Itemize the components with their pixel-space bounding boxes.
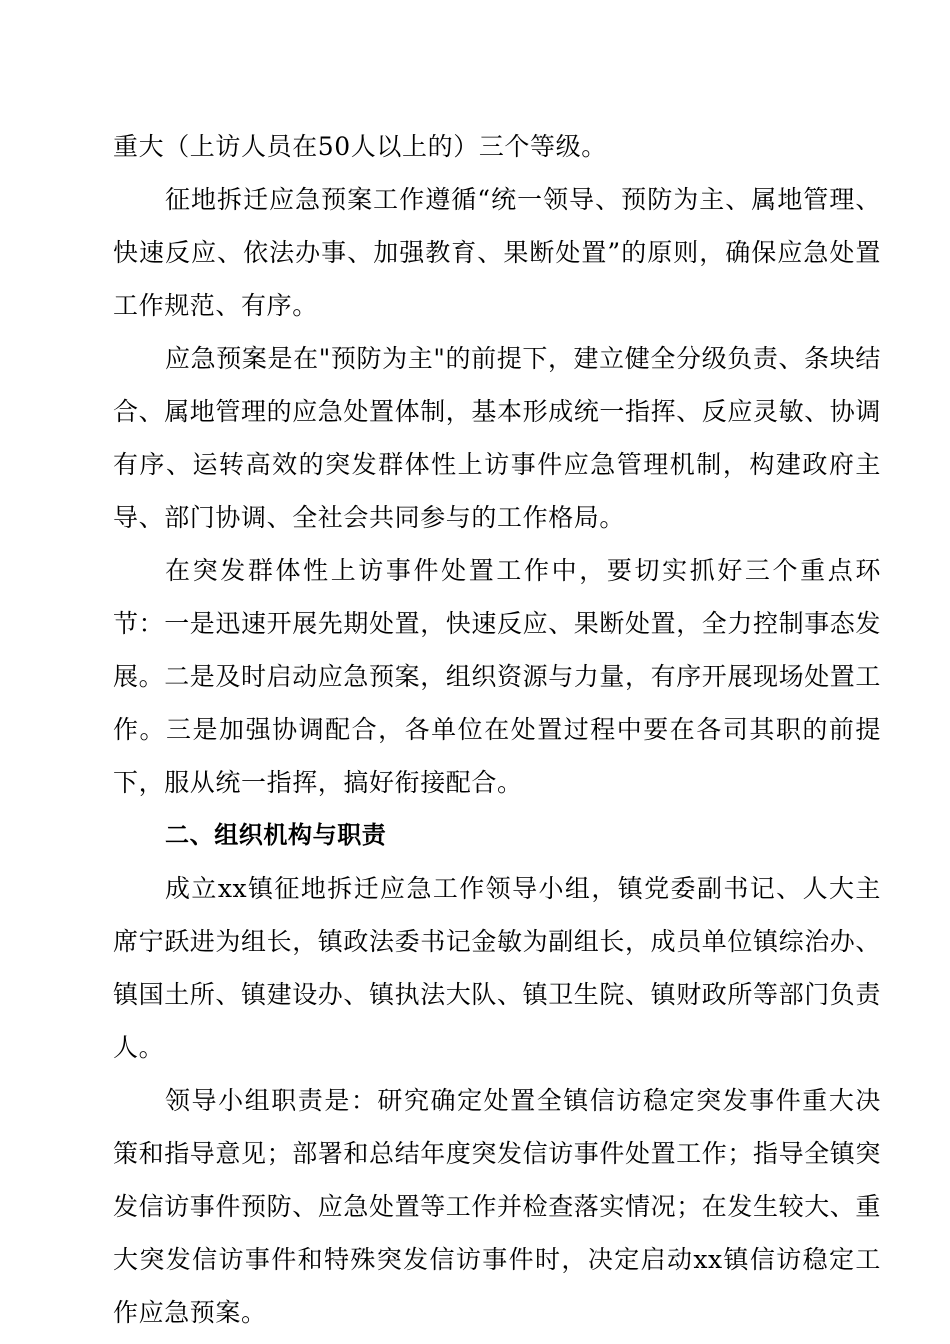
section-heading: 二、组织机构与职责 (165, 821, 387, 849)
paragraph-principles: 征地拆迁应急预案工作遵循“统一领导、预防为主、属地管理、快速反应、依法办事、加强教育、果断处置”的原则，确保应急处置工作规范、有序。 (113, 185, 881, 320)
paragraph-group-duties: 领导小组职责是：研究确定处置全镇信访稳定突发事件重大决策和指导意见；部署和总结年度突发信访事件处置工作；指导全镇突发信访事件预防、应急处置等工作并检查落实情况；在发生较大、重大突发信访事件和特殊突发信访事件时，决定启动xx镇信访稳定工作应急预案。 (113, 1086, 882, 1327)
document-body (113, 120, 881, 1339)
paragraph-leading-group: 成立xx镇征地拆迁应急工作领导小组，镇党委副书记、人大主席宁跃进为组长，镇政法委书记金敏为副组长，成员单位镇综治办、镇国土所、镇建设办、镇执法大队、镇卫生院、镇财政所等部门负责人。 (113, 874, 882, 1062)
paragraph-continuation: 重大（上访人员在50人以上的）三个等级。 (113, 132, 607, 161)
paragraph-key-steps: 在突发群体性上访事件处置工作中，要切实抓好三个重点环节：一是迅速开展先期处置，快速反应、果断处置，全力控制事态发展。二是及时启动应急预案，组织资源与力量，有序开展现场处置工作。三是加强协调配合，各单位在处置过程中要在各司其职的前提下，服从统一指挥，搞好衔接配合。 (113, 556, 882, 797)
paragraph-emergency-plan: 应急预案是在"预防为主"的前提下，建立健全分级负责、条块结合、属地管理的应急处置体制，基本形成统一指挥、反应灵敏、协调有序、运转高效的突发群体性上访事件应急管理机制，构建政府主导、部门协调、全社会共同参与的工作格局。 (113, 344, 882, 532)
